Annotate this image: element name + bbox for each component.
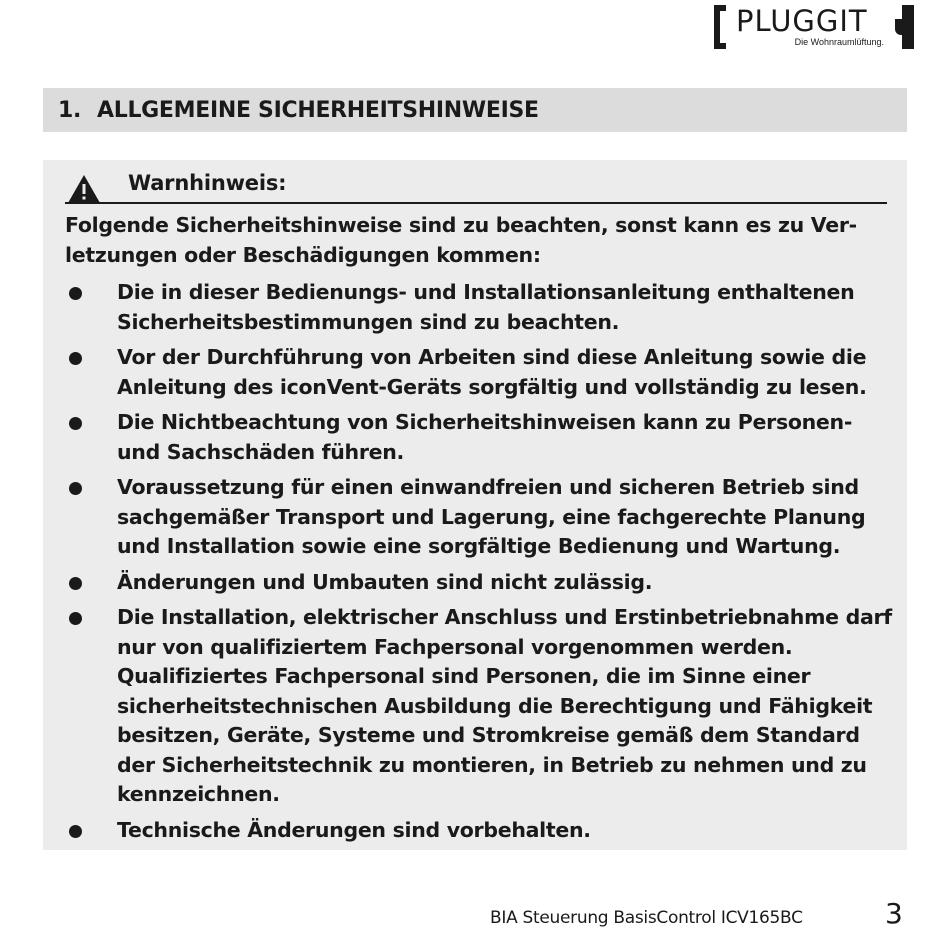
warning-label: Warnhinweis:	[128, 171, 287, 195]
list-item-text: Die Nichtbeachtung von Sicherheitshinweisen kann zu Personen- und Sachschäden führen.	[117, 410, 853, 464]
safety-list	[65, 278, 895, 851]
bullet-icon	[69, 577, 82, 590]
logo-text: PLUGGIT	[736, 4, 868, 38]
list-item	[65, 278, 895, 337]
page-number: 3	[885, 897, 903, 930]
warning-triangle-icon	[67, 174, 101, 204]
list-item-text: Die Installation, elektrischer Anschluss und Erstinbetriebnahme darf nur von qualifiziertem Fachpersonal vorgenommen werden. Qualifiziertes Fachpersonal sind Personen, die im Sinne einer sicherheitstechnischen Ausbildung die Berechtigung und Fähigkeit besitzen, Geräte, Systeme und Stromkreise gemäß dem Standard der Sicherheitstechnik zu montieren, in Betrieb zu nehmen und zu kennzeichnen.	[117, 605, 892, 806]
section-title: ALLGEMEINE SICHERHEITSHINWEISE	[97, 98, 539, 123]
bullet-icon	[69, 482, 82, 495]
footer-document-title: BIA Steuerung BasisControl ICV165BC	[490, 908, 803, 928]
section-header	[43, 88, 907, 132]
bullet-icon	[69, 825, 82, 838]
list-item-text: Änderungen und Umbauten sind nicht zulässig.	[117, 569, 653, 594]
pluggit-logo	[714, 3, 914, 51]
logo-bracket-right	[902, 5, 914, 49]
bullet-icon	[69, 352, 82, 365]
list-item-text: Technische Änderungen sind vorbehalten.	[117, 817, 591, 842]
list-item	[65, 816, 895, 846]
list-item	[65, 603, 895, 810]
list-item-text: Vor der Durchführung von Arbeiten sind diese Anleitung sowie die Anleitung des iconVent-Geräts sorgfältig und vollständig zu lesen.	[117, 345, 867, 399]
bullet-icon	[69, 417, 82, 430]
list-item	[65, 408, 895, 467]
warning-box	[43, 160, 907, 850]
logo-bracket-left	[714, 5, 726, 49]
list-item-text: Die in dieser Bedienungs- und Installationsanleitung enthaltenen Sicherheitsbestimmungen sind zu beachten.	[117, 280, 855, 334]
warning-header	[65, 168, 887, 204]
logo-tagline: Die Wohnraumlüftung.	[794, 37, 884, 47]
bullet-icon	[69, 287, 82, 300]
bullet-icon	[69, 612, 82, 625]
warning-intro: Folgende Sicherheitshinweise sind zu beachten, sonst kann es zu Ver-letzungen oder Beschädigungen kommen:	[65, 213, 857, 267]
list-item	[65, 568, 895, 598]
list-item	[65, 473, 895, 562]
list-item	[65, 343, 895, 402]
list-item-text: Voraussetzung für einen einwandfreien und sicheren Betrieb sind sachgemäßer Transport und Lagerung, eine fachgerechte Planung und Installation sowie eine sorgfältige Bedienung und Wartung.	[117, 475, 866, 558]
section-number: 1.	[58, 98, 82, 123]
